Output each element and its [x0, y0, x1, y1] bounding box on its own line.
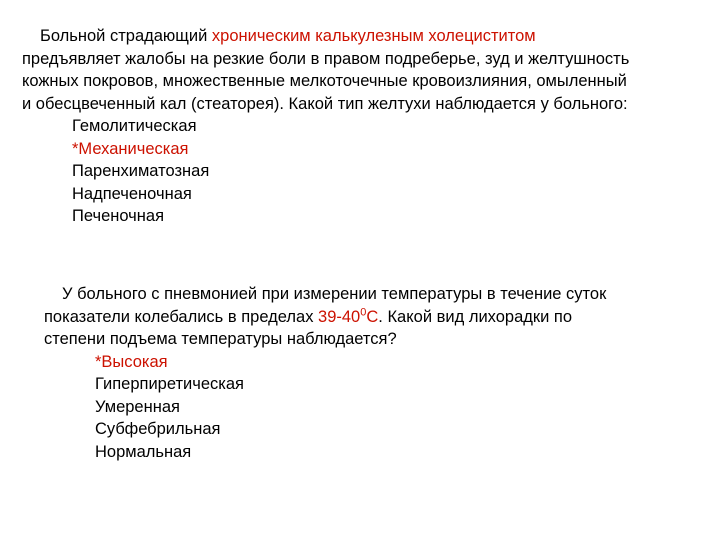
question-2-line-3: степени подъема температуры наблюдается?	[44, 330, 397, 348]
question-1-line-3: кожных покровов, множественные мелкоточечные кровоизлияния, омыленный	[22, 72, 627, 90]
question-2-correct-option: *Высокая	[95, 352, 168, 371]
question-2-option: Гиперпиретическая	[95, 375, 244, 393]
question-2-option: Субфебрильная	[95, 420, 221, 438]
question-2-line-1: У больного с пневмонией при измерении температуры в течение суток	[62, 285, 607, 303]
question-1-option: Паренхиматозная	[72, 162, 210, 180]
question-1-diagnosis-highlight: хроническим калькулезным холециститом	[211, 27, 536, 45]
temperature-range-highlight	[318, 308, 378, 326]
question-1-line-1	[22, 25, 629, 48]
question-1-line-4: и обесцвеченный кал (стеаторея). Какой тип желтухи наблюдается у больного:	[22, 94, 628, 113]
temperature-unit: С	[366, 307, 379, 326]
question-1-option: Печеночная	[72, 207, 165, 225]
temperature-range-value: 39-40	[318, 307, 361, 326]
question-2-text-start: показатели колебались в пределах	[44, 307, 319, 326]
question-2-text-end: . Какой вид лихорадки по	[378, 307, 573, 326]
question-1-correct-option: *Механическая	[72, 139, 189, 158]
question-2	[44, 283, 606, 463]
question-2-line-2	[44, 306, 606, 329]
degree-sign: 0	[360, 306, 367, 318]
question-1	[22, 25, 629, 228]
question-1-option: Надпеченочная	[72, 184, 192, 203]
question-2-option: Умеренная	[95, 397, 180, 416]
question-1-text-start: Больной страдающий	[40, 27, 212, 45]
question-1-option: Гемолитическая	[72, 117, 197, 135]
question-1-line-2: предъявляет жалобы на резкие боли в правом подреберье, зуд и желтушность	[22, 49, 630, 68]
question-2-option: Нормальная	[95, 442, 192, 461]
